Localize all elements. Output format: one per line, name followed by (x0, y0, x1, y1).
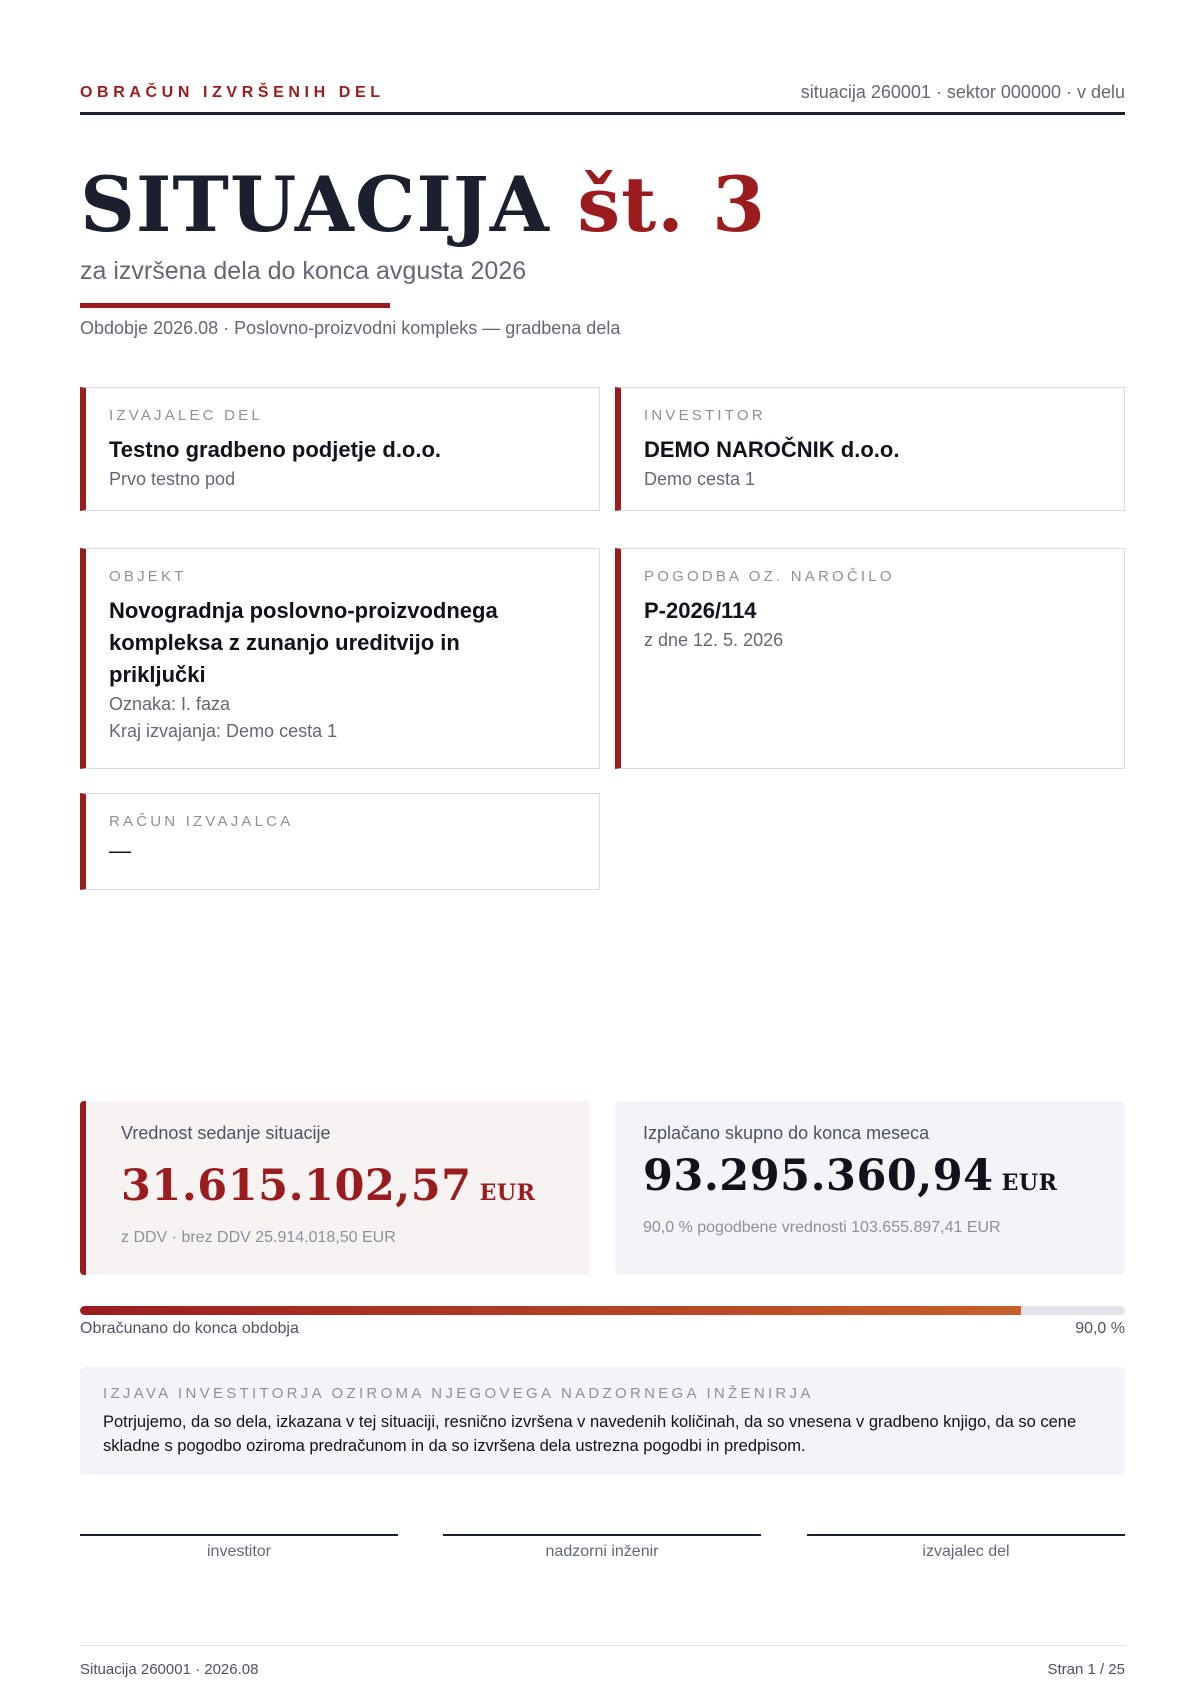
footer-page-number: Stran 1 / 25 (1047, 1661, 1125, 1678)
document-meta: situacija 260001 · sektor 000000 · v delu (800, 82, 1125, 102)
paid-total-currency: EUR (1001, 1170, 1058, 1196)
paid-total-box (615, 1101, 1125, 1275)
document-header (80, 80, 1125, 115)
contractor-label: IZVAJALEC DEL (109, 407, 263, 424)
document-title (80, 160, 766, 250)
contractor-name: Testno gradbeno podjetje d.o.o. (109, 437, 442, 462)
signature-supervising-engineer: nadzorni inženir (443, 1534, 761, 1561)
object-location: Kraj izvajanja: Demo cesta 1 (109, 721, 338, 741)
paid-total-note: 90,0 % pogodbene vrednosti 103.655.897,41 EUR (643, 1219, 1001, 1236)
progress-percent: 90,0 % (1075, 1320, 1125, 1337)
signature-contractor: izvajalec del (807, 1534, 1125, 1561)
object-name: Novogradnja poslovno-proizvodnega kompleksa z zunanjo ureditvijo in priključki (109, 598, 498, 687)
contract-card (615, 548, 1125, 769)
contract-number: P-2026/114 (644, 598, 757, 623)
footer-document-ref: Situacija 260001 · 2026.08 (80, 1661, 259, 1678)
title-main: SITUACIJA (80, 160, 550, 249)
contractor-address: Prvo testno pod (109, 469, 236, 489)
invoice-value: — (109, 838, 131, 863)
period-line: Obdobje 2026.08 · Poslovno-proizvodni kompleks — gradbena dela (80, 318, 621, 338)
investor-card (615, 387, 1125, 511)
title-underline (80, 303, 390, 308)
object-card (80, 548, 600, 769)
current-value-currency: EUR (479, 1180, 536, 1206)
invoice-label: RAČUN IZVAJALCA (109, 813, 294, 830)
paid-total-amount: 93.295.360,94 (643, 1151, 994, 1201)
current-value-note: z DDV · brez DDV 25.914.018,50 EUR (121, 1229, 396, 1246)
invoice-card (80, 793, 600, 890)
investor-address: Demo cesta 1 (644, 469, 756, 489)
contractor-card (80, 387, 600, 511)
investor-declaration (80, 1367, 1125, 1475)
current-value-caption: Vrednost sedanje situacije (121, 1123, 331, 1143)
document-page (80, 0, 1125, 1697)
billing-progress-bar (80, 1306, 1125, 1315)
progress-label: Obračunano do konca obdobja (80, 1320, 299, 1337)
contract-label: POGODBA OZ. NAROČILO (644, 568, 895, 585)
signature-investor: investitor (80, 1534, 398, 1561)
document-kicker: OBRAČUN IZVRŠENIH DEL (80, 84, 385, 101)
declaration-text: Potrjujemo, da so dela, izkazana v tej situaciji, resnično izvršena v navedenih količinah, da so vnesena v gradbeno knjigo, da so cene skladne s pogodbo oziroma predračunom in da so izvršena dela ustrezna pogodbi in predpisom. (103, 1413, 1077, 1455)
paid-total-amount-row (643, 1146, 1125, 1213)
investor-label: INVESTITOR (644, 407, 766, 424)
current-value-amount: 31.615.102,57 (121, 1161, 472, 1211)
billing-progress-fill (80, 1306, 1021, 1315)
declaration-label: IZJAVA INVESTITORJA OZIROMA NJEGOVEGA NADZORNEGA INŽENIRJA (103, 1385, 814, 1402)
current-value-box (80, 1101, 590, 1275)
title-number: št. 3 (577, 160, 767, 249)
object-designation: Oznaka: I. faza (109, 694, 231, 714)
page-footer (80, 1645, 1125, 1678)
investor-name: DEMO NAROČNIK d.o.o. (644, 437, 900, 462)
contract-date: z dne 12. 5. 2026 (644, 630, 784, 650)
document-subtitle: za izvršena dela do konca avgusta 2026 (80, 257, 527, 285)
object-label: OBJEKT (109, 568, 187, 585)
paid-total-caption: Izplačano skupno do konca meseca (643, 1123, 930, 1143)
current-value-amount-row (121, 1156, 590, 1223)
